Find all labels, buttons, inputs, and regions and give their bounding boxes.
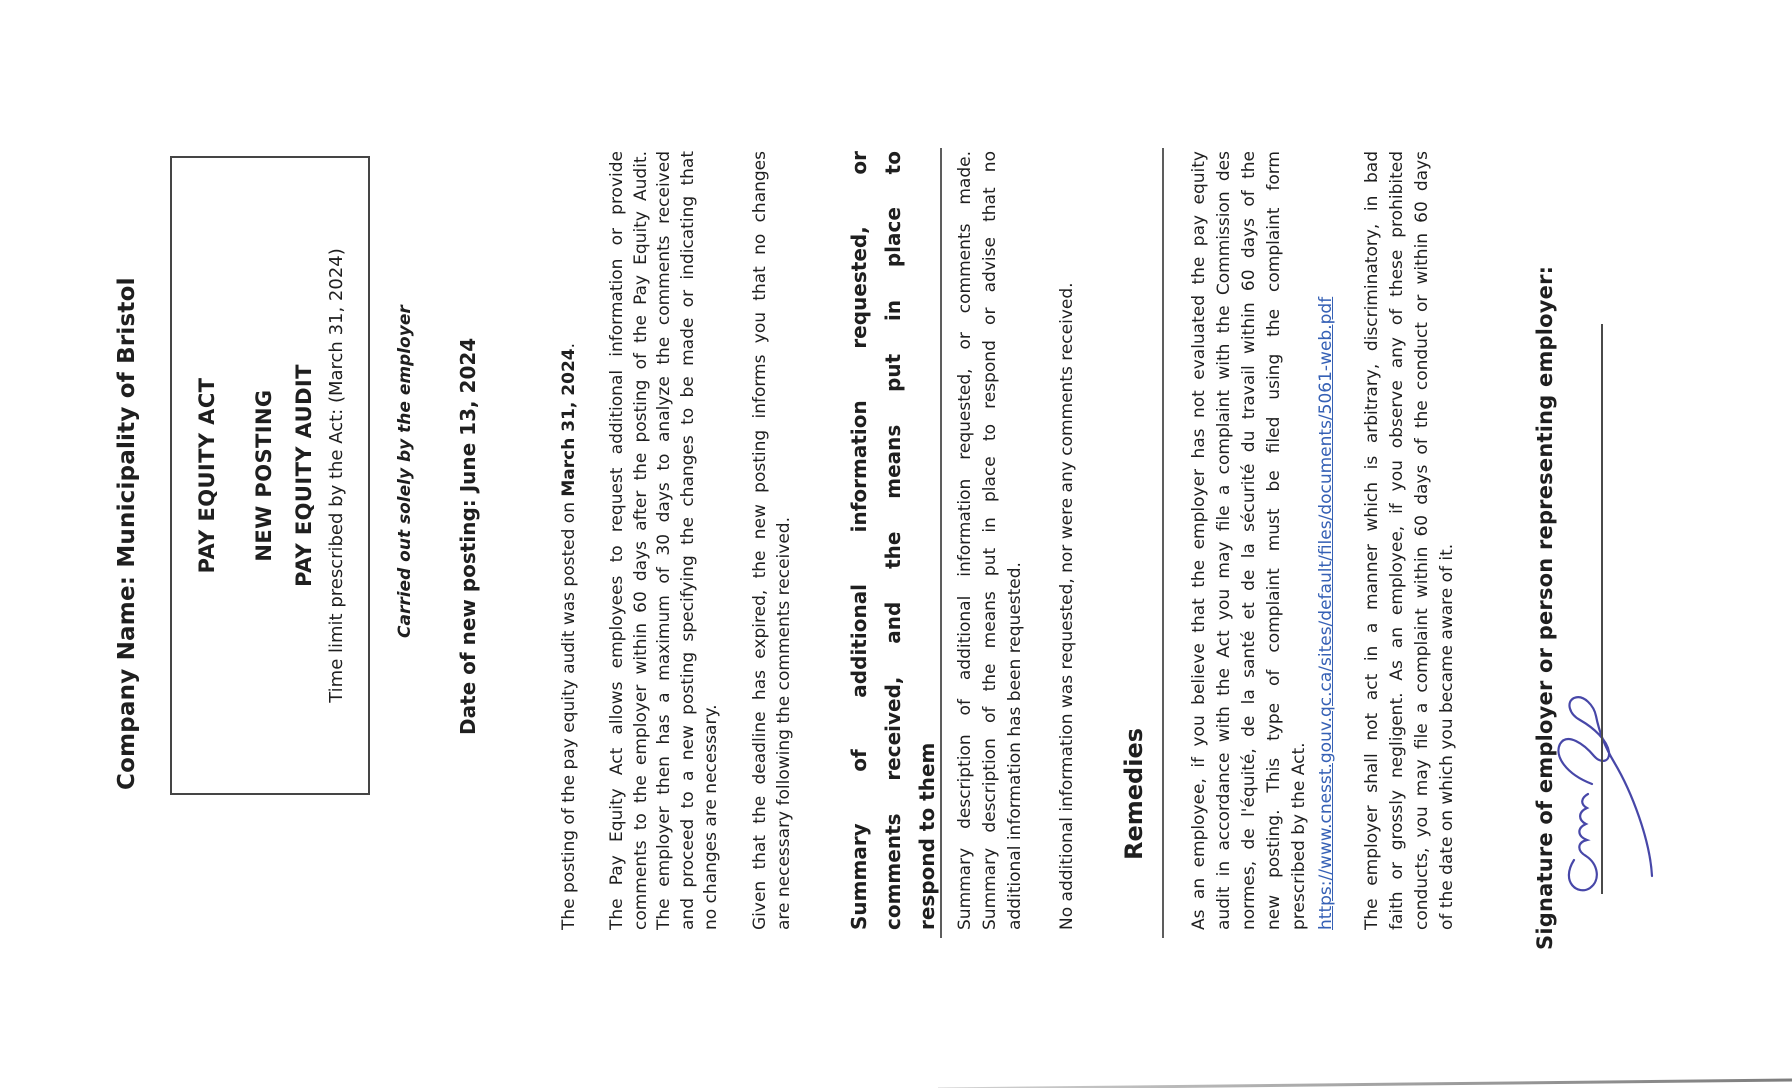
text-line: normes, de l'équité, de la santé et de la sécurité du travail within 60 days of the bbox=[1239, 151, 1259, 930]
no-additional-info-line: No additional information was requested, nor were any comments received. bbox=[1057, 282, 1077, 930]
text-line: additional information has been requested. bbox=[1005, 562, 1025, 930]
text-line: Summary description of the means put in place to respond or advise that no bbox=[980, 151, 1000, 930]
posting-date-bold: March 31, 2024 bbox=[559, 348, 579, 497]
remedies-paragraph bbox=[1187, 151, 1312, 930]
text-line: The Pay Equity Act allows employees to request additional information or provide bbox=[607, 151, 627, 930]
prohibited-conduct-paragraph bbox=[1360, 151, 1460, 930]
handwritten-signature bbox=[1552, 602, 1660, 902]
scan-edge-artifact bbox=[938, 1079, 1792, 1088]
heading-line: respond to them bbox=[915, 742, 939, 930]
text-line: As an employee, if you believe that the employer has not evaluated the pay equity bbox=[1189, 151, 1209, 930]
text-line: prescribed by the Act. bbox=[1289, 742, 1309, 930]
title-pay-equity-act: PAY EQUITY ACT bbox=[195, 377, 219, 574]
signature-label: Signature of employer or person representing employer: bbox=[1533, 265, 1557, 950]
section-divider bbox=[940, 148, 942, 938]
text-line: of the date on which you became aware of it. bbox=[1437, 543, 1457, 930]
complaint-form-link[interactable]: https://www.cnesst.gouv.qc.ca/sites/default/files/documents/5061-web.pdf bbox=[1316, 296, 1336, 930]
title-pay-equity-audit: PAY EQUITY AUDIT bbox=[292, 364, 316, 587]
summary-description-paragraph bbox=[953, 151, 1028, 930]
text-line: new posting. This type of complaint must be filed using the complaint form bbox=[1264, 151, 1284, 930]
text-line: are necessary following the comments received. bbox=[773, 517, 794, 930]
time-limit-line: Time limit prescribed by the Act: (March 31, 2024) bbox=[326, 248, 347, 703]
text-line: The employer then has a maximum of 30 days to analyze the comments received bbox=[654, 151, 674, 930]
text-line: no changes are necessary. bbox=[701, 704, 721, 930]
posting-date-prefix: The posting of the pay equity audit was posted on bbox=[559, 496, 579, 930]
text-line: faith or grossly negligent. As an employee, if you observe any of these prohibited bbox=[1387, 151, 1407, 930]
signature-line bbox=[1601, 324, 1603, 894]
complaint-form-link-line bbox=[1315, 151, 1339, 930]
text-line: conducts, you may file a complaint within 60 days of the conduct or within 60 days bbox=[1412, 151, 1432, 930]
company-name-line: Company Name: Municipality of Bristol bbox=[114, 277, 140, 790]
title-box bbox=[170, 156, 370, 795]
text-line: Given that the deadline has expired, the new posting informs you that no changes bbox=[750, 151, 770, 930]
carried-out-note: Carried out solely by the employer bbox=[395, 305, 415, 638]
text-line: comments to the employer within 60 days after the posting of the Pay Equity Audit. bbox=[630, 151, 651, 930]
posting-date-suffix: . bbox=[559, 342, 579, 349]
posting-date-paragraph bbox=[558, 151, 582, 930]
text-line: The employer shall not act in a manner which is arbitrary, discriminatory, in bad bbox=[1362, 151, 1382, 930]
summary-section-heading bbox=[842, 151, 944, 930]
heading-line: Summary of additional information requested, or bbox=[847, 151, 871, 930]
section-divider bbox=[1162, 148, 1164, 938]
heading-line: comments received, and the means put in place to bbox=[881, 151, 905, 930]
act-rules-paragraph bbox=[606, 151, 724, 930]
new-posting-date-line: Date of new posting: June 13, 2024 bbox=[456, 337, 480, 735]
remedies-heading: Remedies bbox=[1120, 727, 1148, 860]
deadline-paragraph bbox=[749, 151, 796, 930]
text-line: Summary description of additional information requested, or comments made. bbox=[955, 151, 975, 930]
text-line: and proceed to a new posting specifying the changes to be made or indicating that bbox=[677, 151, 698, 930]
text-line: audit in accordance with the Act you may file a complaint with the Commission des bbox=[1214, 151, 1234, 930]
title-new-posting: NEW POSTING bbox=[252, 389, 276, 562]
